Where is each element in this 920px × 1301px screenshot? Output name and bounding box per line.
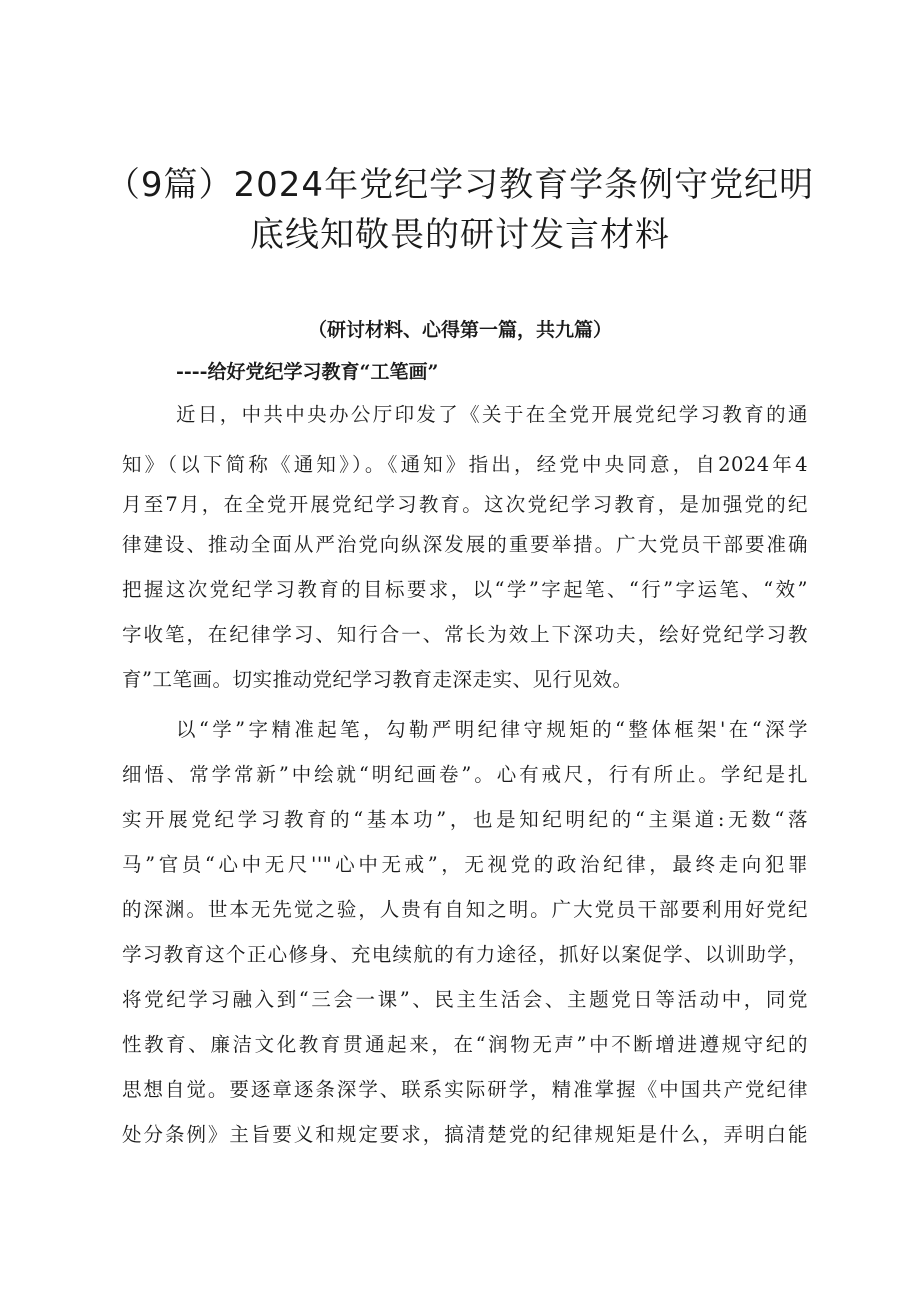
document-title-line-1: （9篇）2024年党纪学习教育学条例守党纪明 [105, 165, 815, 205]
paragraph-1-line-4: 律建设、推动全面从严治党向纵深发展的重要举措。广大党员干部要准确 [122, 533, 808, 556]
paragraph-1-line-1: 近日，中共中央办公厅印发了《关于在全党开展党纪学习教育的通 [176, 403, 808, 426]
section-heading: ----给好党纪学习教育“工笔画” [176, 361, 439, 383]
paragraph-1-line-2: 知》（以下简称《通知》）。《通知》指出，经党中央同意，自2024年4 [122, 453, 808, 476]
paragraph-2-line-5: 的深渊。世本无先觉之验，人贵有自知之明。广大党员干部要利用好党纪 [122, 898, 808, 921]
paragraph-2-line-1: 以“学”字精准起笔，勾勒严明纪律守规矩的“整体框架'在“深学 [176, 718, 808, 741]
paragraph-1-line-6: 字收笔，在纪律学习、知行合一、常长为效上下深功夫，绘好党纪学习教 [122, 623, 808, 646]
paragraph-2-line-8: 性教育、廉洁文化教育贯通起来，在“润物无声”中不断增进遵规守纪的 [122, 1033, 808, 1056]
paragraph-2-line-9: 思想自觉。要逐章逐条深学、联系实际研学，精准掌握《中国共产党纪律 [122, 1078, 808, 1101]
paragraph-1-line-5: 把握这次党纪学习教育的目标要求，以“学”字起笔、“行”字运笔、“效” [122, 578, 808, 601]
paragraph-2-line-3: 实开展党纪学习教育的“基本功”，也是知纪明纪的“主渠道:无数“落 [122, 808, 808, 831]
paragraph-2-line-7: 将党纪学习融入到“三会一课”、民主生活会、主题党日等活动中，同党 [122, 988, 808, 1011]
paragraph-2-line-4: 马”官员“心中无尺''"心中无戒”，无视党的政治纪律，最终走向犯罪 [122, 853, 808, 876]
paragraph-2-line-10: 处分条例》主旨要义和规定要求，搞清楚党的纪律规矩是什么，弄明白能 [122, 1123, 808, 1146]
document-title-line-2: 底线知敬畏的研讨发言材料 [250, 215, 670, 255]
paragraph-1-line-3: 月至7月，在全党开展党纪学习教育。这次党纪学习教育，是加强党的纪 [122, 493, 808, 516]
document-subtitle: （研讨材料、心得第一篇，共九篇） [307, 319, 612, 341]
paragraph-2-line-6: 学习教育这个正心修身、充电续航的有力途径，抓好以案促学、以训助学， [122, 943, 808, 966]
paragraph-2-line-2: 细悟、常学常新”中绘就“明纪画卷”。心有戒尺，行有所止。学纪是扎 [122, 763, 808, 786]
paragraph-1-line-7: 育”工笔画。切实推动党纪学习教育走深走实、见行见效。 [122, 668, 633, 691]
